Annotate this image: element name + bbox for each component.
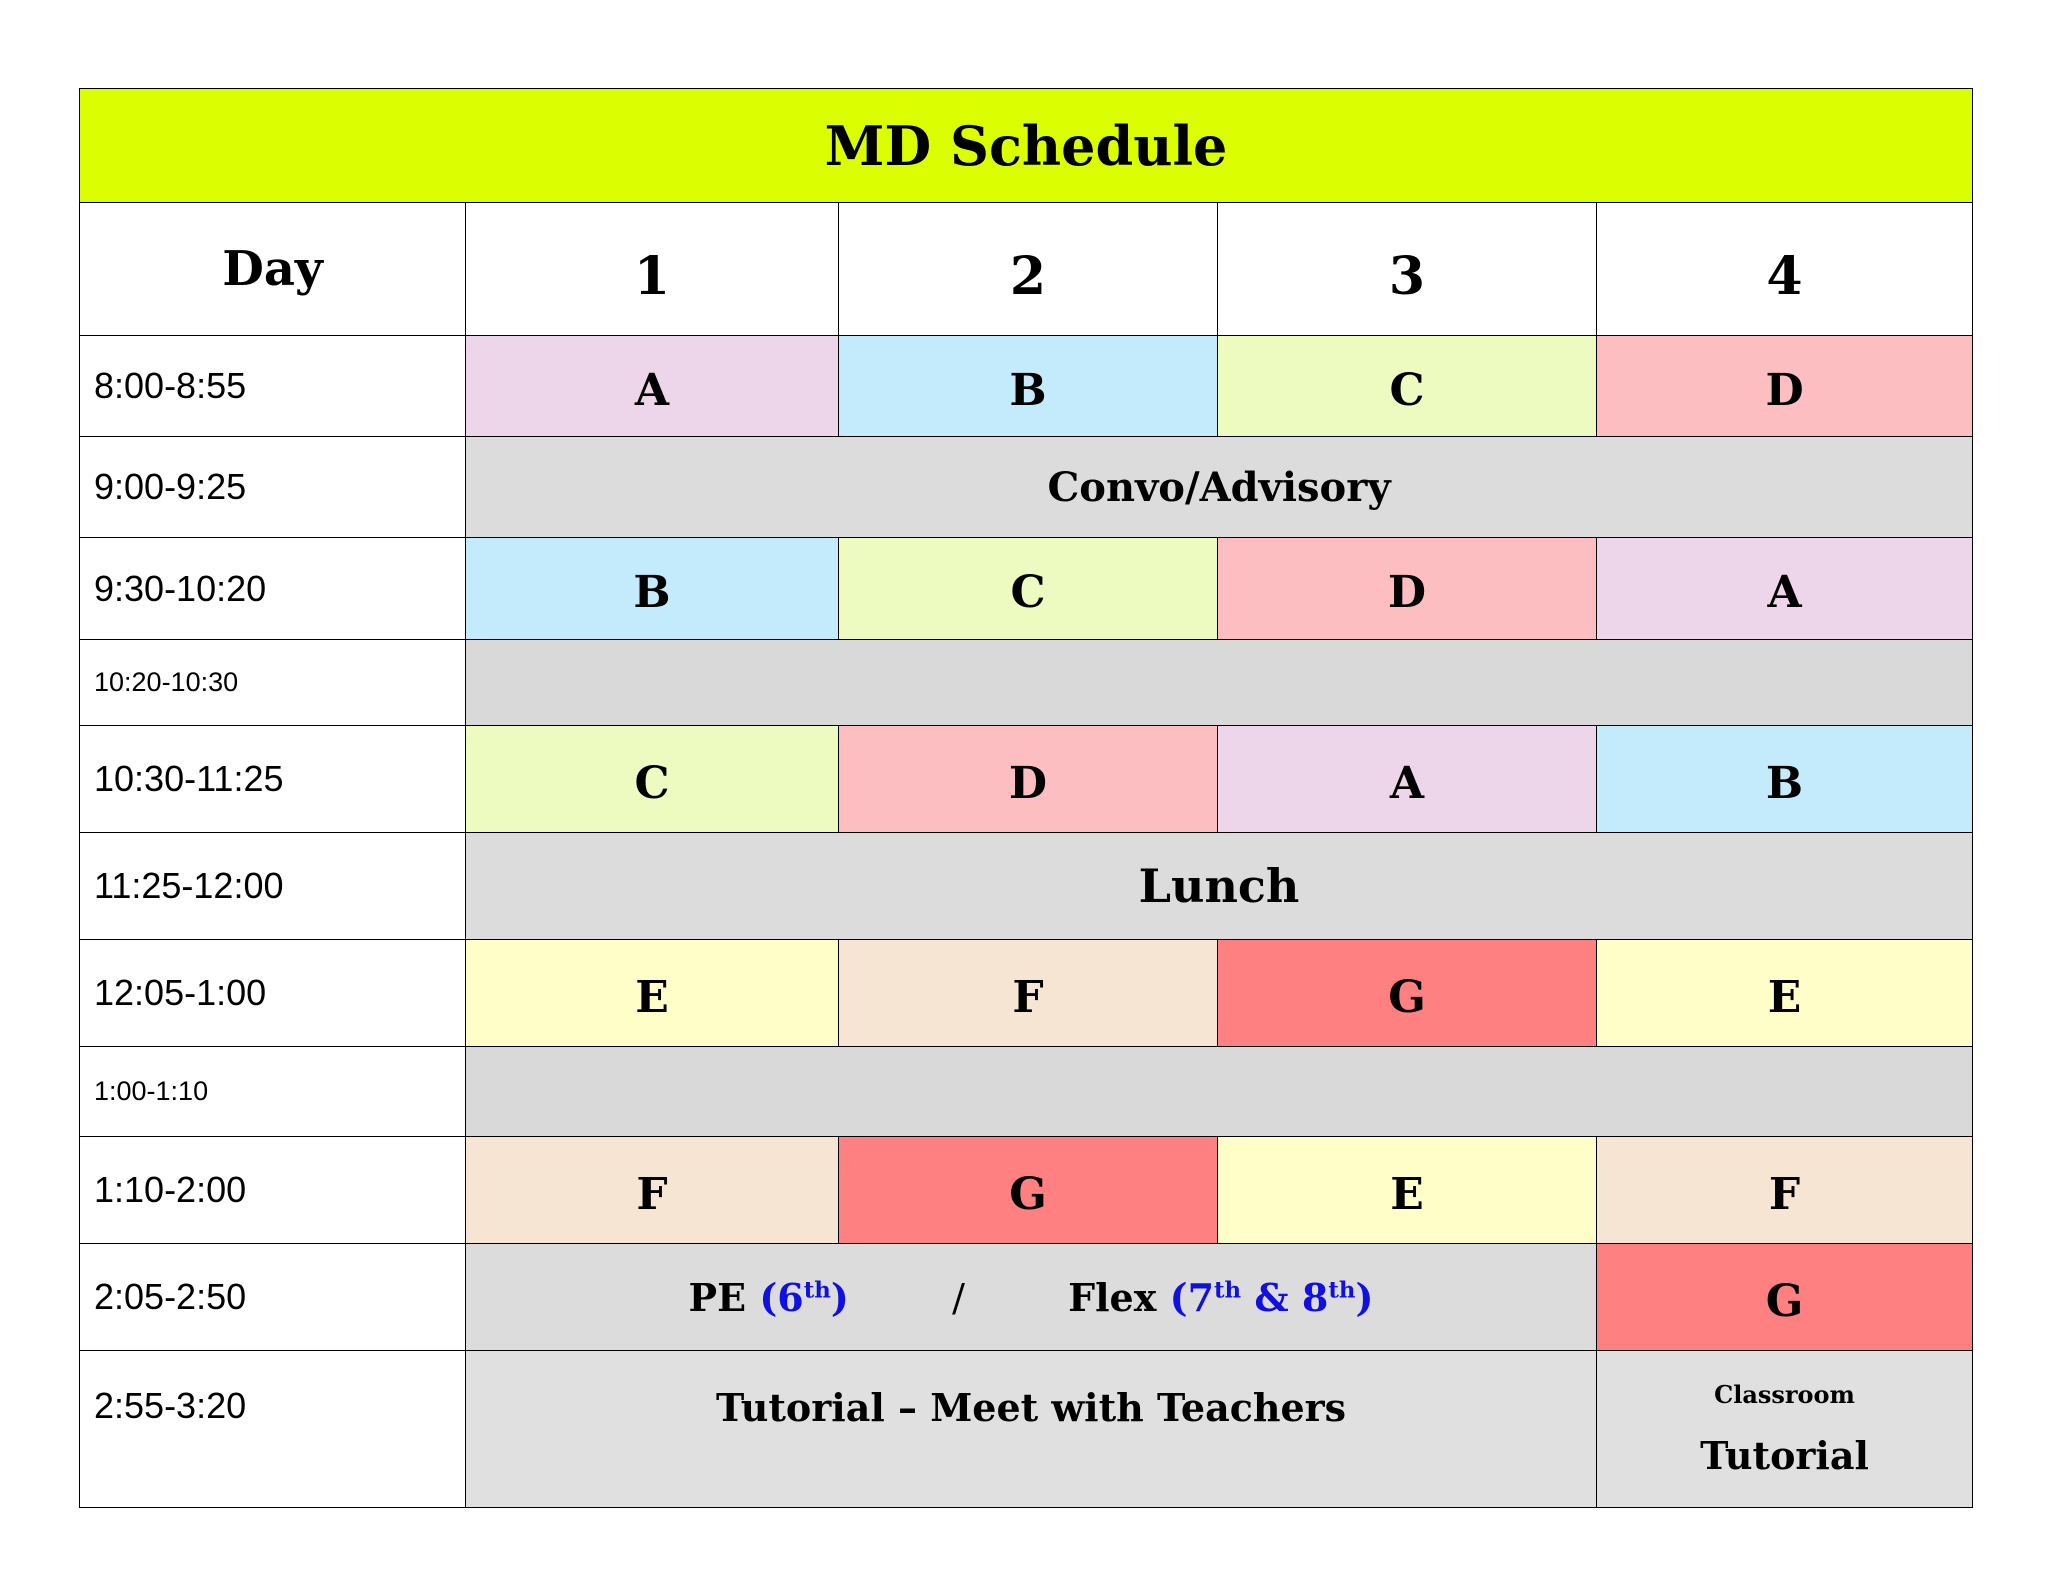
time-slot: 10:20-10:30	[80, 640, 466, 726]
block-cell: B	[1597, 726, 1973, 833]
table-row	[80, 336, 1973, 437]
block-cell: E	[466, 940, 839, 1047]
time-slot: 1:00-1:10	[80, 1047, 466, 1137]
block-cell: F	[1597, 1137, 1973, 1244]
block-cell: C	[839, 538, 1218, 640]
time-slot: 11:25-12:00	[80, 833, 466, 940]
block-cell: E	[1218, 1137, 1597, 1244]
block-cell: F	[839, 940, 1218, 1047]
advisory-span: Convo/Advisory	[466, 437, 1973, 538]
time-slot: 9:00-9:25	[80, 437, 466, 538]
time-slot: 1:10-2:00	[80, 1137, 466, 1244]
schedule-title: MD Schedule	[80, 89, 1973, 203]
time-slot: 10:30-11:25	[80, 726, 466, 833]
pe-label: PE	[688, 1274, 747, 1320]
block-cell: D	[839, 726, 1218, 833]
time-slot: 12:05-1:00	[80, 940, 466, 1047]
block-cell: B	[839, 336, 1218, 437]
day-2-header: 2	[839, 203, 1218, 336]
block-cell: D	[1218, 538, 1597, 640]
pe-grade: (6th)	[759, 1274, 849, 1320]
block-cell: C	[1218, 336, 1597, 437]
table-row	[80, 1137, 1973, 1244]
block-cell: A	[466, 336, 839, 437]
tutorial-label: Tutorial	[1700, 1433, 1869, 1478]
table-row	[80, 437, 1973, 538]
table-row	[80, 1351, 1973, 1508]
block-cell: C	[466, 726, 839, 833]
table-row	[80, 538, 1973, 640]
time-slot: 8:00-8:55	[80, 336, 466, 437]
flex-label: Flex	[1068, 1274, 1157, 1320]
block-cell: F	[466, 1137, 839, 1244]
block-cell: G	[1218, 940, 1597, 1047]
schedule-table	[79, 88, 1973, 1508]
block-cell: A	[1597, 538, 1973, 640]
block-cell: A	[1218, 726, 1597, 833]
classroom-tutorial-cell	[1597, 1351, 1973, 1508]
day-3-header: 3	[1218, 203, 1597, 336]
schedule-sheet	[79, 88, 1972, 1508]
table-row	[80, 1047, 1973, 1137]
separator: /	[952, 1275, 965, 1320]
block-cell: D	[1597, 336, 1973, 437]
time-slot: 9:30-10:20	[80, 538, 466, 640]
block-cell: E	[1597, 940, 1973, 1047]
table-row	[80, 833, 1973, 940]
table-row	[80, 1244, 1973, 1351]
time-slot: 2:05-2:50	[80, 1244, 466, 1351]
day-1-header: 1	[466, 203, 839, 336]
day-header: Day	[80, 203, 466, 336]
tutorial-span: Tutorial – Meet with Teachers	[466, 1351, 1597, 1508]
lunch-span: Lunch	[466, 833, 1973, 940]
block-cell: G	[1597, 1244, 1973, 1351]
block-cell: G	[839, 1137, 1218, 1244]
day-4-header: 4	[1597, 203, 1973, 336]
break-span	[466, 1047, 1973, 1137]
flex-grades: (7th & 8th)	[1169, 1274, 1374, 1320]
classroom-label: Classroom	[1714, 1380, 1855, 1409]
table-row	[80, 726, 1973, 833]
time-slot: 2:55-3:20	[80, 1351, 466, 1508]
break-span	[466, 640, 1973, 726]
table-row	[80, 940, 1973, 1047]
pe-flex-span	[466, 1244, 1597, 1351]
block-cell: B	[466, 538, 839, 640]
table-row	[80, 640, 1973, 726]
